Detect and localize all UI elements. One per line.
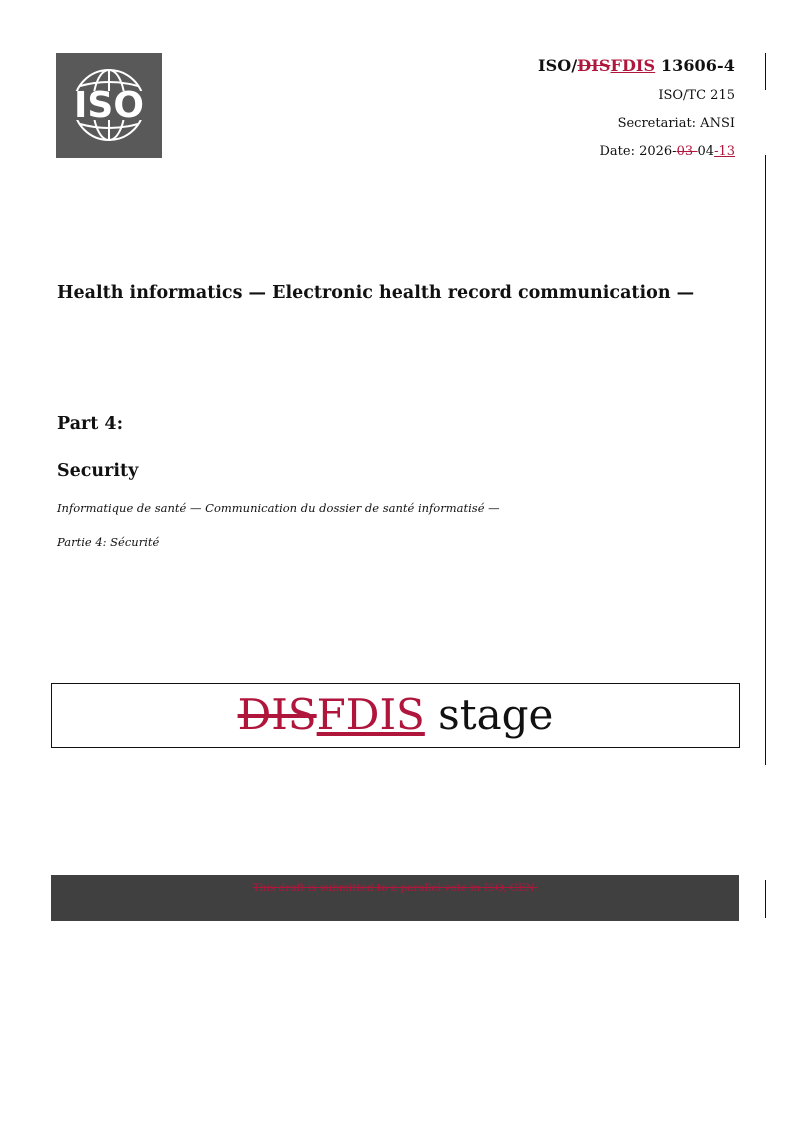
committee: ISO/TC 215 [658,88,735,103]
main-title: Health informatics — Electronic health record communication — [57,283,695,303]
date-middle: 04 [697,144,715,159]
logo-text: ISO [74,85,144,126]
date-inserted-text: -13 [714,144,735,159]
iso-logo [56,53,162,158]
ref-deleted-text: DIS [577,56,611,75]
stage-deleted-text: DIS [237,690,317,739]
vote-notice-text: This draft is submitted to a parallel vote in ISO, CEN. [252,882,538,894]
ref-prefix: ISO/ [538,56,578,75]
french-part-title: Partie 4: Sécurité [57,535,160,549]
document-reference [538,56,735,75]
change-bar [765,155,766,765]
stage-box [51,683,740,748]
change-bar [765,880,766,918]
secretariat: Secretariat: ANSI [617,116,735,131]
stage-inserted-text: FDIS [316,690,425,739]
globe-icon [56,53,162,158]
date-label: Date: 2026- [599,144,677,159]
part-name: Security [57,461,139,481]
ref-inserted-text: FDIS [610,56,656,75]
french-title: Informatique de santé — Communication du dossier de santé informatisé — [57,501,500,515]
stage-suffix: stage [424,690,554,739]
change-bar [765,53,766,90]
vote-notice-bar [51,875,739,921]
part-label: Part 4: [57,414,124,434]
date-deleted-text: 03- [676,144,698,159]
document-header [538,56,735,159]
document-date [538,144,735,159]
ref-number: 13606-4 [655,56,735,75]
